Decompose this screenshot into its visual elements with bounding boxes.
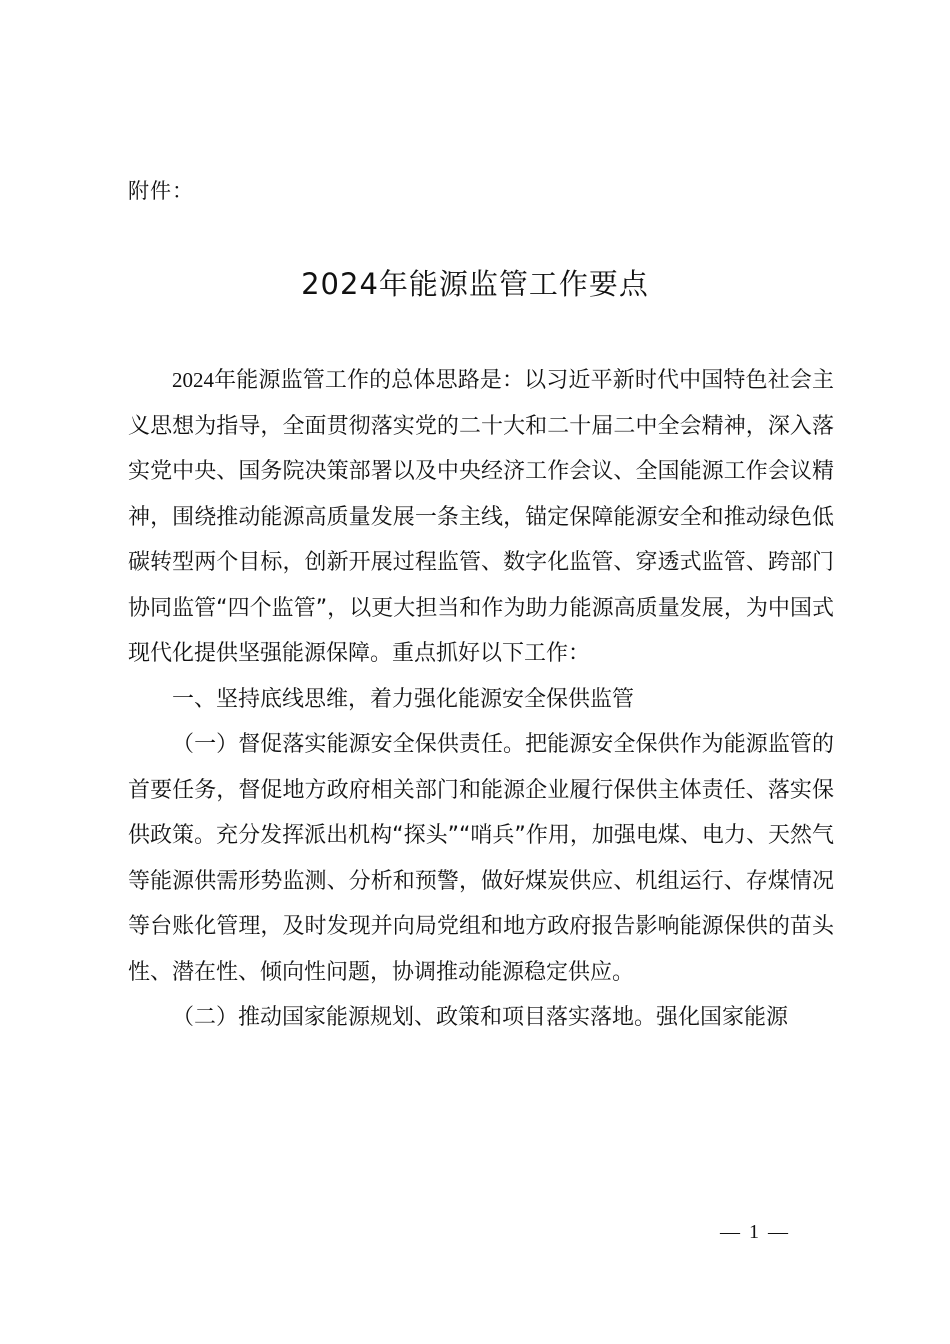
attachment-label: 附件：	[128, 179, 194, 203]
intro-paragraph	[128, 358, 834, 677]
item-2-paragraph: （二）推动国家能源规划、政策和项目落实落地。强化国家能源	[172, 1005, 789, 1030]
document-body	[128, 358, 834, 1041]
section-1-heading: 一、坚持底线思维，着力强化能源安全保供监管	[172, 686, 635, 712]
page-number: — 1 —	[720, 1221, 790, 1243]
intro-text: 年能源监管工作的总体思路是：以习近平新时代中国特色社会主义思想为指导，全面贯彻落实党的二十大和二十届二中全会精神，深入落实党中央、国务院决策部署以及中央经济工作会议、全国能源工作会议精神，围绕推动能源高质量发展一条主线，锚定保障能源安全和推动绿色低碳转型两个目标，创新开展过程监管、数字化监管、穿透式监管、跨部门协同监管“四个监管”，以更大担当和作为助力能源高质量发展，为中国式现代化提供坚强能源保障。重点抓好以下工作：	[128, 368, 834, 666]
intro-year: 2024	[172, 368, 214, 392]
item-1-paragraph: （一）督促落实能源安全保供责任。把能源安全保供作为能源监管的首要任务，督促地方政府相关部门和能源企业履行保供主体责任、落实保供政策。充分发挥派出机构“探头”“哨兵”作用，加强电煤、电力、天然气等能源供需形势监测、分析和预警，做好煤炭供应、机组运行、存煤情况等台账化管理，及时发现并向局党组和地方政府报告影响能源保供的苗头性、潜在性、倾向性问题，协调推动能源稳定供应。	[128, 732, 834, 985]
document-title: 2024年能源监管工作要点	[301, 267, 649, 301]
